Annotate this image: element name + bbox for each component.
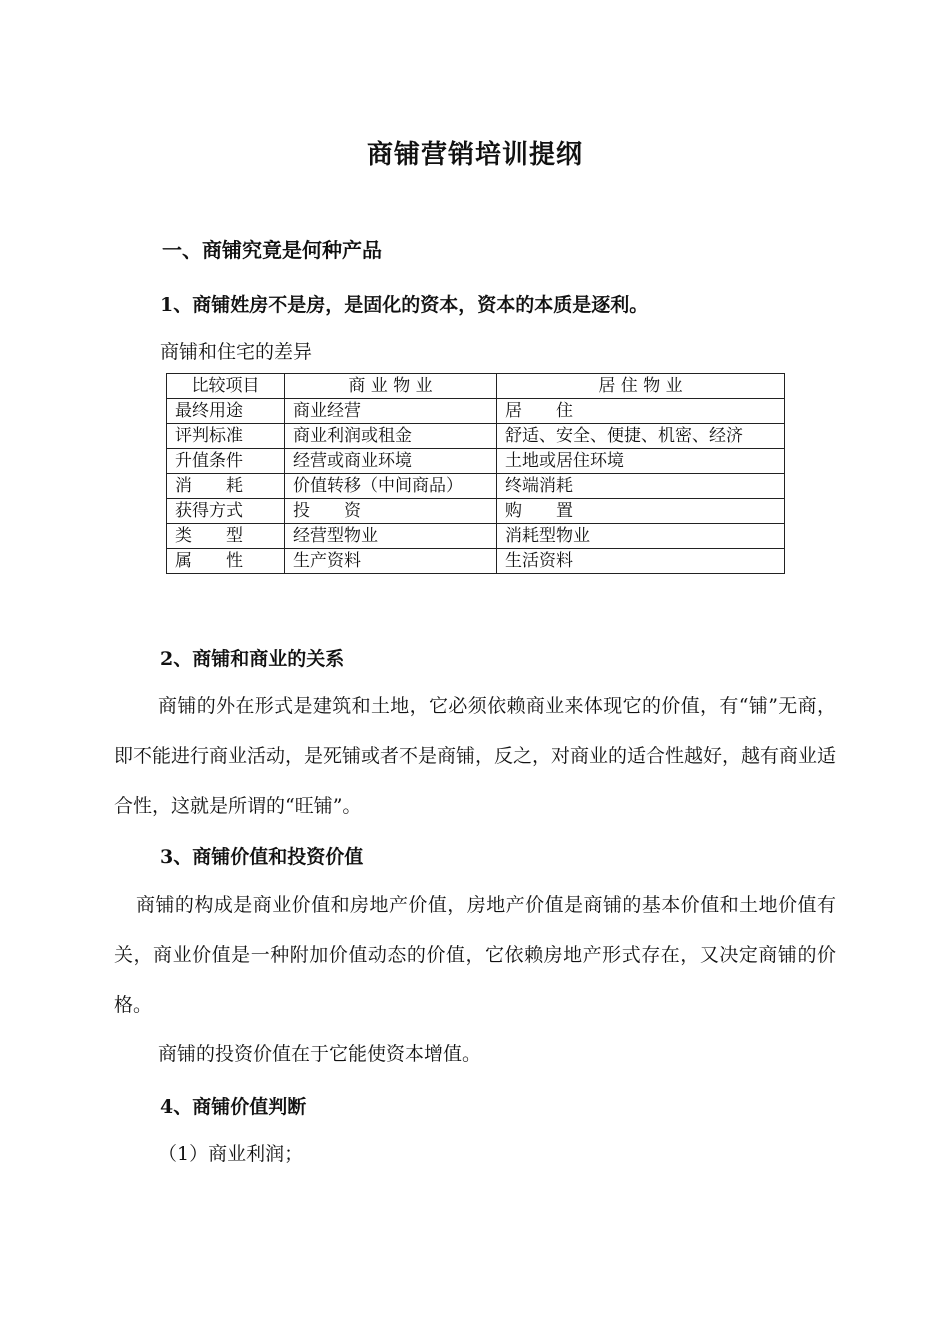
table-cell: 土地或居住环境: [497, 449, 785, 474]
table-cell: 获得方式: [167, 499, 285, 524]
table-cell: 消耗型物业: [497, 524, 785, 549]
table-cell: 类 型: [167, 524, 285, 549]
subheading-1: 1、商铺姓房不是房，是固化的资本，资本的本质是逐利。: [160, 294, 649, 316]
table-header-row: [167, 374, 785, 399]
table-row: [167, 399, 785, 424]
table-cell: 经营型物业: [285, 524, 497, 549]
table-cell: 购 置: [497, 499, 785, 524]
subheading-3: 3、商铺价值和投资价值: [160, 846, 364, 868]
table-caption: 商铺和住宅的差异: [160, 341, 313, 363]
table-header-cell: 商 业 物 业: [285, 374, 497, 399]
table-row: [167, 474, 785, 499]
table-row: [167, 524, 785, 549]
table-row: [167, 549, 785, 574]
table-cell: 经营或商业环境: [285, 449, 497, 474]
table-cell: 评判标准: [167, 424, 285, 449]
table-cell: 属 性: [167, 549, 285, 574]
table-cell: 升值条件: [167, 449, 285, 474]
table-cell: 消 耗: [167, 474, 285, 499]
table-row: [167, 424, 785, 449]
document-title: 商铺营销培训提纲: [366, 140, 583, 170]
table-cell: 商业利润或租金: [285, 424, 497, 449]
subheading-4: 4、商铺价值判断: [160, 1096, 307, 1118]
list-item: （1）商业利润；: [158, 1143, 304, 1165]
table-cell: 终端消耗: [497, 474, 785, 499]
table-cell: 投 资: [285, 499, 497, 524]
table-cell: 居 住: [497, 399, 785, 424]
paragraph-shop-commerce: 商铺的外在形式是建筑和土地，它必须依赖商业来体现它的价值，有“铺”无商，即不能进行商业活动，是死铺或者不是商铺，反之，对商业的适合性越好，越有商业适合性，这就是所谓的“旺铺”。: [114, 695, 837, 817]
comparison-table: [166, 373, 785, 574]
section-heading-1: 一、商铺究竟是何种产品: [162, 238, 382, 262]
table-row: [167, 499, 785, 524]
paragraph-investment-value: 商铺的投资价值在于它能使资本增值。: [158, 1043, 482, 1065]
paragraph-shop-value: 商铺的构成是商业价值和房地产价值，房地产价值是商铺的基本价值和土地价值有关，商业价值是一种附加价值动态的价值，它依赖房地产形式存在，又决定商铺的价格。: [114, 894, 836, 1016]
table-cell: 最终用途: [167, 399, 285, 424]
subheading-2: 2、商铺和商业的关系: [160, 648, 345, 670]
table-header-cell: 居 住 物 业: [497, 374, 785, 399]
table-cell: 价值转移（中间商品）: [285, 474, 497, 499]
table-cell: 生产资料: [285, 549, 497, 574]
table-cell: 商业经营: [285, 399, 497, 424]
table-row: [167, 449, 785, 474]
table-header-cell: 比较项目: [167, 374, 285, 399]
table-cell: 生活资料: [497, 549, 785, 574]
table-cell: 舒适、安全、便捷、机密、经济: [497, 424, 785, 449]
